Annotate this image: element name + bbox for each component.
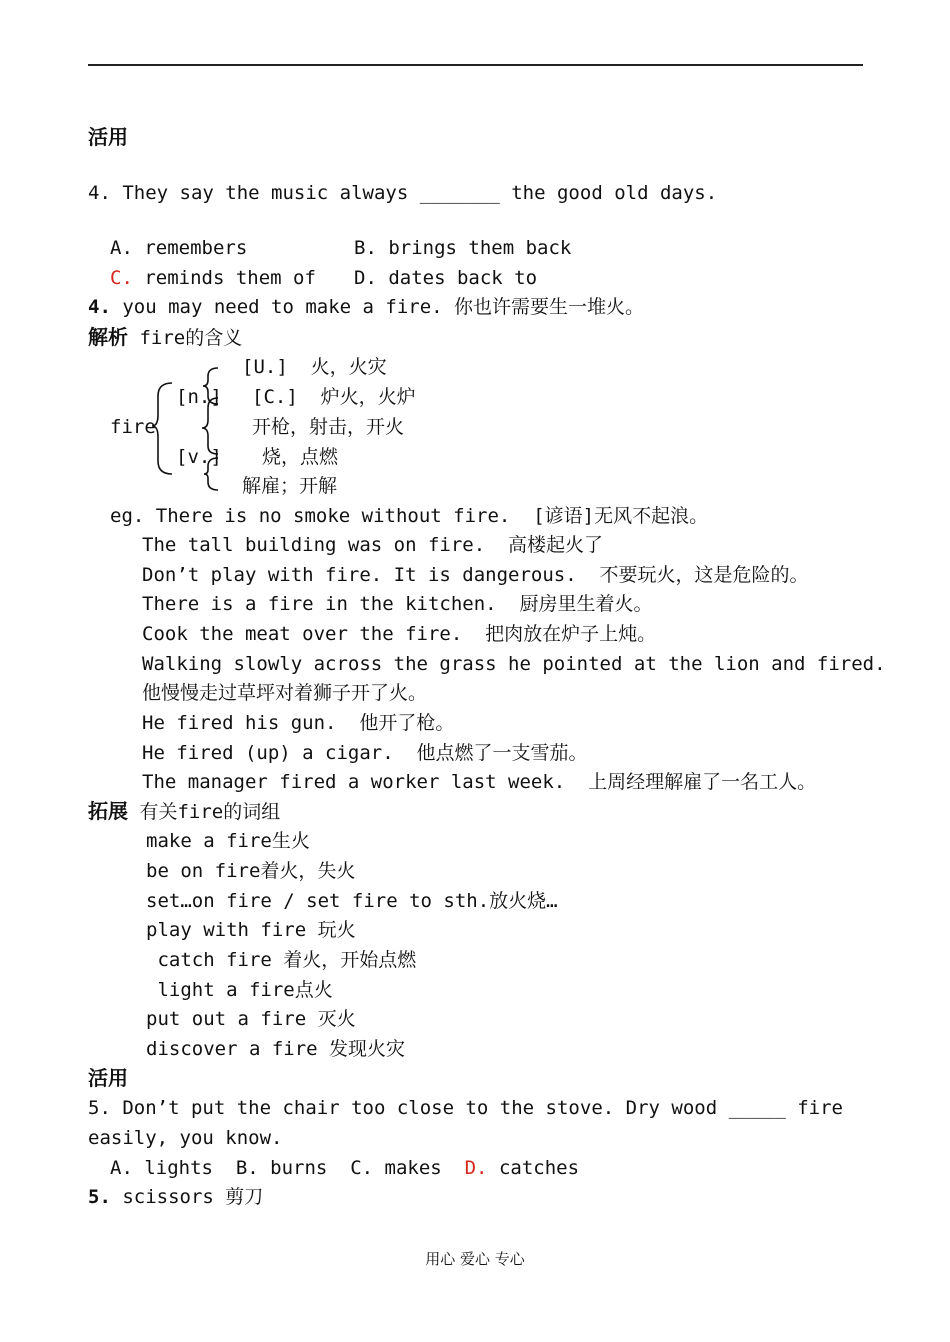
analysis-heading: 解析 [88,325,128,349]
phrase-item: play with fire 玩火 [146,919,356,941]
option-text: catches [487,1157,580,1179]
extension-heading: 拓展 [88,799,128,823]
meaning-uncountable: [U.] 火，火灾 [242,356,387,378]
question-4-option-b: B. brings them back [354,237,572,259]
question-4-option-a: A. remembers [110,237,248,259]
meaning-verb-burn: 烧，点燃 [262,446,339,468]
question-4-option-d: D. dates back to [354,267,538,289]
page-footer: 用心 爱心 专心 [425,1250,525,1268]
example-sentence: There is a fire in the kitchen. 厨房里生着火。 [142,593,653,615]
example-sentence: He fired (up) a cigar. 他点燃了一支雪茄。 [142,742,588,764]
extension-title-text: 有关fire的词组 [128,801,281,823]
options-text: A. lights B. burns C. makes [110,1157,465,1179]
extension-title [88,800,280,823]
verb-label: [v.] [176,446,222,468]
item-number: 4. [88,296,111,318]
question-5-stem-cont: easily, you know. [88,1127,283,1149]
phrase-item: discover a fire 发现火灾 [146,1038,406,1060]
analysis-title-text: fire的含义 [128,327,243,349]
example-sentence: The tall building was on fire. 高楼起火了 [142,534,604,556]
meaning-braces [0,0,950,520]
phrase-item: be on fire着火，失火 [146,860,356,882]
item-text: you may need to make a fire. 你也许需要生一堆火。 [110,296,645,318]
phrase-item: light a fire点火 [146,979,333,1001]
question-5-stem: 5. Don’t put the chair too close to the stove. Dry wood _____ fire [88,1097,843,1119]
example-sentence: The manager fired a worker last week. 上周经理解雇了一名工人。 [142,771,817,793]
example-sentence: Cook the meat over the fire. 把肉放在炉子上炖。 [142,623,657,645]
meaning-countable: [C.] 炉火，火炉 [252,386,416,408]
example-translation: 他慢慢走过草坪对着狮子开了火。 [142,682,428,704]
section-heading-practice-2: 活用 [88,1066,128,1090]
meaning-verb-shoot: 开枪，射击，开火 [252,416,405,438]
option-text: reminds them of [132,267,316,289]
section-heading-practice: 活用 [88,125,128,149]
question-5-options [110,1157,579,1179]
meaning-verb-dismiss: 解雇；开解 [242,475,338,497]
question-4-stem: 4. They say the music always _______ the good old days. [88,182,718,204]
answer-letter: C. [110,267,133,289]
example-sentence: eg. There is no smoke without fire. [谚语]无风不起浪。 [110,505,709,527]
example-sentence: Don’t play with fire. It is dangerous. 不要玩火，这是危险的。 [142,564,809,586]
phrase-item: set…on fire / set fire to sth.放火烧… [146,890,558,912]
answer-letter: D. [464,1157,488,1179]
example-sentence: Walking slowly across the grass he pointed at the lion and fired. [142,653,886,675]
item-number: 5. [88,1186,111,1208]
example-sentence: He fired his gun. 他开了枪。 [142,712,455,734]
phrase-item: put out a fire 灭火 [146,1008,356,1030]
phrase-item: catch fire 着火，开始点燃 [146,949,417,971]
fire-word: fire [110,416,156,438]
phrase-item: make a fire生火 [146,830,310,852]
vocab-item-5 [88,1186,263,1208]
noun-label: [n.] [176,386,222,408]
item-text: scissors 剪刀 [110,1186,264,1208]
